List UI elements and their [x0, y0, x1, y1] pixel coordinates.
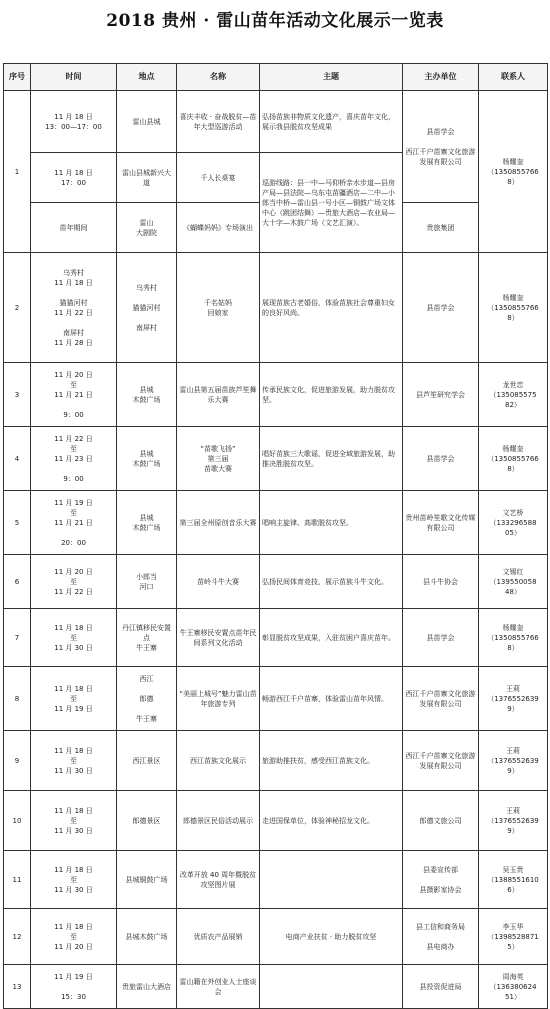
org-cell: 贵州苗岭笙歌文化传媒有限公司	[403, 491, 479, 555]
name-cell: 苗岭斗牛大赛	[177, 555, 260, 609]
time-cell: 11 月 18 日 至 11 月 30 日	[31, 791, 117, 851]
org-cell: 西江千户苗寨文化旅游发展有限公司	[403, 731, 479, 791]
name-cell: 改革开放 40 周年暨脱贫攻坚图片展	[177, 851, 260, 909]
org-cell: 县苗学会 西江千户苗寨文化旅游发展有限公司	[403, 91, 479, 203]
seq-cell: 3	[4, 363, 31, 427]
topic-cell	[260, 965, 403, 1009]
time-cell: 11 月 22 日 至 11 月 23 日 9：00	[31, 427, 117, 491]
header-org: 主办单位	[403, 64, 479, 91]
time-cell: 11 月 19 日 至 11 月 21 日 20：00	[31, 491, 117, 555]
org-cell: 贵旅集团	[403, 203, 479, 253]
place-cell: 郎德景区	[117, 791, 177, 851]
place-cell: 小郎当 河口	[117, 555, 177, 609]
table-row	[4, 851, 548, 909]
contact-cell: 李玉华 （1398528871 5）	[479, 909, 548, 965]
time-cell: 11 月 18 日 17：00	[31, 153, 117, 203]
name-cell: 《蝴蝶妈妈》专场演出	[177, 203, 260, 253]
name-cell: 第三届全州原创音乐大赛	[177, 491, 260, 555]
seq-cell: 12	[4, 909, 31, 965]
time-cell: 11 月 18 日 至 11 月 30 日	[31, 609, 117, 667]
org-cell: 县苗学会	[403, 253, 479, 363]
name-cell: 优质农产品展销	[177, 909, 260, 965]
name-cell: 牛王寨移民安置点苗年民间系列文化活动	[177, 609, 260, 667]
contact-cell: 王莉 （1376552639 9）	[479, 791, 548, 851]
name-cell: 西江苗族文化展示	[177, 731, 260, 791]
contact-cell: 杨耀奎 （1350855766 8）	[479, 609, 548, 667]
table-row	[4, 609, 548, 667]
time-cell: 11 月 18 日 13：00—17：00	[31, 91, 117, 153]
place-cell: 丹江镇移民安置点 牛王寨	[117, 609, 177, 667]
time-cell: 11 月 18 日 至 11 月 30 日	[31, 851, 117, 909]
table-header-row	[4, 64, 548, 91]
time-cell: 11 月 19 日 15：30	[31, 965, 117, 1009]
org-cell: 县芦笙研究学会	[403, 363, 479, 427]
place-cell: 雷山 大剧院	[117, 203, 177, 253]
time-cell: 乌秀村 11 月 18 日 猫猫河村 11 月 22 日 南屏村 11 月 28 日	[31, 253, 117, 363]
header-place: 地点	[117, 64, 177, 91]
topic-cell: 旅游助推扶贫，感受西江苗族文化。	[260, 731, 403, 791]
place-cell: 西江景区	[117, 731, 177, 791]
time-cell: 11 月 20 日 至 11 月 21 日 9：00	[31, 363, 117, 427]
place-cell: 县城 木鼓广场	[117, 491, 177, 555]
place-cell: 雷山县城新兴大道	[117, 153, 177, 203]
table-row	[4, 667, 548, 731]
table-row	[4, 91, 548, 153]
seq-cell: 6	[4, 555, 31, 609]
place-cell: 西江 郎德 牛王寨	[117, 667, 177, 731]
time-cell: 苗年期间	[31, 203, 117, 253]
header-topic: 主题	[260, 64, 403, 91]
org-cell: 西江千户苗寨文化旅游发展有限公司	[403, 667, 479, 731]
topic-cell: 彰显脱贫攻坚成果，入驻贫困户喜庆苗年。	[260, 609, 403, 667]
topic-cell: 畅游西江千户苗寨，体验雷山苗年风情。	[260, 667, 403, 731]
time-cell: 11 月 18 日 至 11 月 30 日	[31, 731, 117, 791]
place-cell: 县城木鼓广场	[117, 909, 177, 965]
time-cell: 11 月 18 日 至 11 月 19 日	[31, 667, 117, 731]
name-cell: 雷山籍在外创业人士座谈会	[177, 965, 260, 1009]
topic-cell	[260, 851, 403, 909]
topic-cell: 唱好苗族三大歌谣，促进全域旅游发展，助推决胜脱贫攻坚。	[260, 427, 403, 491]
contact-cell: 文艺桥 （133296588 05）	[479, 491, 548, 555]
seq-cell: 4	[4, 427, 31, 491]
topic-cell: 弘扬民间体育竞技，展示苗族斗牛文化。	[260, 555, 403, 609]
topic-cell: 走进国保单位，体验神秘招龙文化。	[260, 791, 403, 851]
seq-cell: 7	[4, 609, 31, 667]
contact-cell: 杨耀奎 （1350855766 8）	[479, 91, 548, 253]
page-title: 2018 贵州 · 雷山苗年活动文化展示一览表	[106, 11, 444, 31]
org-cell: 县委宣传部 县摄影家协会	[403, 851, 479, 909]
time-cell: 11 月 20 日 至 11 月 22 日	[31, 555, 117, 609]
header-contact: 联系人	[479, 64, 548, 91]
contact-cell: 周海英 （136380624 51）	[479, 965, 548, 1009]
table-row	[4, 555, 548, 609]
contact-cell: 龙世忠 （135085575 82）	[479, 363, 548, 427]
org-cell: 县投资促进局	[403, 965, 479, 1009]
org-cell: 县工信和商务局 县电商办	[403, 909, 479, 965]
table-row	[4, 965, 548, 1009]
contact-cell: 王莉 （1376552639 9）	[479, 731, 548, 791]
place-cell: 县城铜鼓广场	[117, 851, 177, 909]
header-name: 名称	[177, 64, 260, 91]
name-cell: 喜庆丰收 · 奋战脱贫—苗年大型巡游活动	[177, 91, 260, 153]
header-time: 时间	[31, 64, 117, 91]
seq-cell: 5	[4, 491, 31, 555]
topic-cell: 展现苗族古老婚俗，体验苗族社会尊重妇女的良好风尚。	[260, 253, 403, 363]
name-cell: 郎德景区民俗活动展示	[177, 791, 260, 851]
table-row	[4, 253, 548, 363]
topic-cell: 巡游线路：县一中—马仰桥亲水步道—县房产局—县法院—乌东屯苗疆酒店—二中—小郎当中桥—雷山县一号小区—铜鼓广场文体中心（跳团结舞）—贵旅大酒店—农业局—大十字—木鼓广场（文艺汇演）。	[260, 153, 403, 253]
table-row	[4, 731, 548, 791]
table-row	[4, 791, 548, 851]
contact-cell: 吴玉贵 （1388551610 6）	[479, 851, 548, 909]
place-cell: 贵旅雷山大酒店	[117, 965, 177, 1009]
seq-cell: 1	[4, 91, 31, 253]
topic-cell: 唱响主旋律、高歌脱贫攻坚。	[260, 491, 403, 555]
seq-cell: 2	[4, 253, 31, 363]
place-cell: 县城 木鼓广场	[117, 427, 177, 491]
org-cell: 县苗学会	[403, 609, 479, 667]
place-cell: 县城 木鼓广场	[117, 363, 177, 427]
name-cell: 千名姑妈 回娘家	[177, 253, 260, 363]
contact-cell: 王莉 （1376552639 9）	[479, 667, 548, 731]
topic-cell: 电商产业扶贫 · 助力脱贫攻坚	[260, 909, 403, 965]
seq-cell: 9	[4, 731, 31, 791]
org-cell: 县斗牛协会	[403, 555, 479, 609]
seq-cell: 13	[4, 965, 31, 1009]
org-cell: 县苗学会	[403, 427, 479, 491]
place-cell: 乌秀村 猫猫河村 南屏村	[117, 253, 177, 363]
org-cell: 郎德文旅公司	[403, 791, 479, 851]
table-row	[4, 909, 548, 965]
contact-cell: 杨耀奎 （1350855766 8）	[479, 253, 548, 363]
contact-cell: 杨耀奎 （1350855766 8）	[479, 427, 548, 491]
header-seq: 序号	[4, 64, 31, 91]
name-cell: “美丽上城号”魅力雷山苗年旅游专列	[177, 667, 260, 731]
topic-cell: 弘扬苗族非物质文化遗产，喜庆苗年文化，展示我县脱贫攻坚成果	[260, 91, 403, 153]
table-row	[4, 491, 548, 555]
time-cell: 11 月 18 日 至 11 月 20 日	[31, 909, 117, 965]
name-cell: 千人长桌宴	[177, 153, 260, 203]
name-cell: 雷山县第五届苗族芦笙舞乐大赛	[177, 363, 260, 427]
name-cell: “苗歌飞扬” 第三届 苗歌大赛	[177, 427, 260, 491]
contact-cell: 文锡红 （139550058 48）	[479, 555, 548, 609]
seq-cell: 10	[4, 791, 31, 851]
table-row	[4, 363, 548, 427]
table-row	[4, 427, 548, 491]
place-cell: 雷山县城	[117, 91, 177, 153]
topic-cell: 传承民族文化，促进旅游发展，助力脱贫攻坚。	[260, 363, 403, 427]
events-table	[3, 63, 548, 1009]
seq-cell: 11	[4, 851, 31, 909]
seq-cell: 8	[4, 667, 31, 731]
